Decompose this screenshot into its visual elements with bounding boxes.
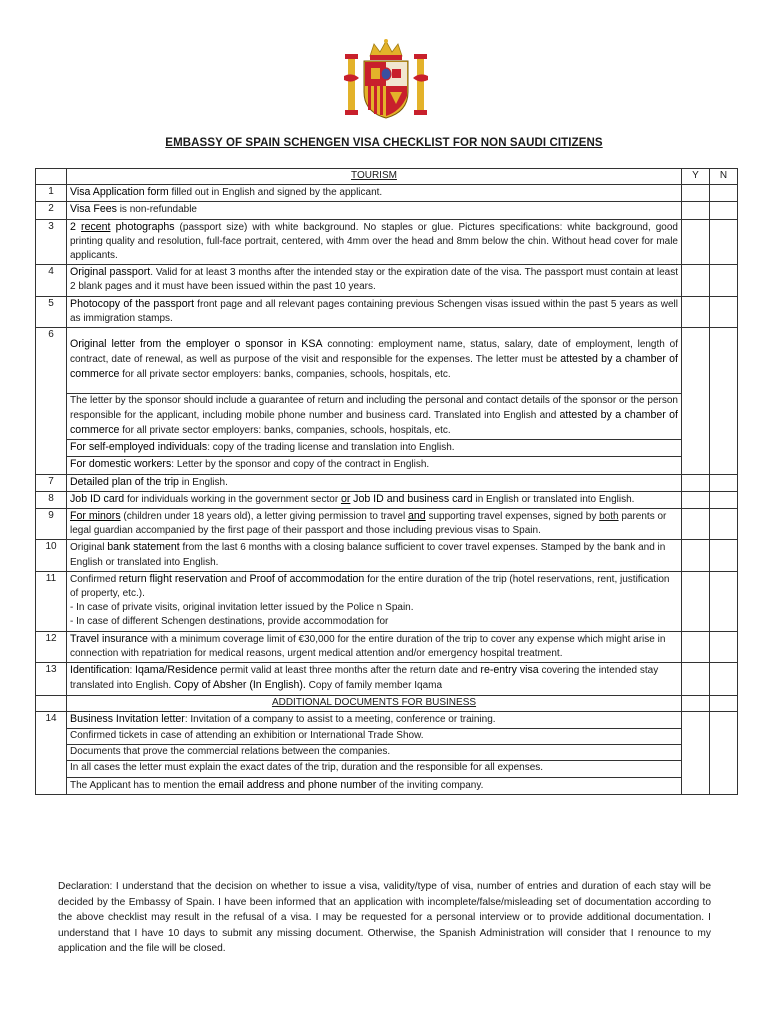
table-row <box>36 631 738 662</box>
row-number: 12 <box>36 631 67 662</box>
row-number: 3 <box>36 219 67 265</box>
row-number: 5 <box>36 296 67 327</box>
row-text: Visa Fees is non-refundable <box>67 202 682 219</box>
row-text: For self-employed individuals: copy of the trading license and translation into English. <box>67 440 682 457</box>
row-text: Original letter from the employer o sponsor in KSA connoting: employment name, status, salary, date of employment, length of contract, date of renewal, as well as purpose of the visit and responsible for the expenses. The letter must be attested by a chamber of commerce for all private sector employers: banks, companies, schools, hospitals, etc. <box>67 328 682 394</box>
row-text: Visa Application form filled out in English and signed by the applicant. <box>67 185 682 202</box>
row-number: 4 <box>36 265 67 296</box>
row-number: 14 <box>36 711 67 794</box>
table-row <box>36 745 738 761</box>
checkbox-no[interactable] <box>710 711 738 794</box>
row-text: The Applicant has to mention the email address and phone number of the inviting company. <box>67 777 682 794</box>
row-number: 1 <box>36 185 67 202</box>
row-text: For minors (children under 18 years old), a letter giving permission to travel and supporting travel expenses, signed by both parents or legal guardian accompanied by the first page of their passport and those including previous visas to Spain. <box>67 509 682 540</box>
table-row <box>36 663 738 695</box>
table-row <box>36 457 738 474</box>
checkbox-yes[interactable] <box>682 202 710 219</box>
checkbox-yes[interactable] <box>682 296 710 327</box>
checkbox-yes[interactable] <box>682 631 710 662</box>
column-yes-header: Y <box>682 169 710 185</box>
table-header-row <box>36 169 738 185</box>
row-text: Original passport. Valid for at least 3 months after the intended stay or the expiration date of the visa. The passport must contain at least 2 blank pages and it must have been issued within the past 10 years. <box>67 265 682 296</box>
checkbox-no[interactable] <box>710 491 738 508</box>
section-header-business: ADDITIONAL DOCUMENTS FOR BUSINESS <box>67 695 682 711</box>
checkbox-yes[interactable] <box>682 328 710 475</box>
table-row <box>36 440 738 457</box>
checkbox-yes[interactable] <box>682 491 710 508</box>
row-number: 6 <box>36 328 67 475</box>
table-row <box>36 474 738 491</box>
checkbox-yes[interactable] <box>682 571 710 631</box>
checkbox-no[interactable] <box>710 571 738 631</box>
row-text: In all cases the letter must explain the exact dates of the trip, duration and the responsible for all expenses. <box>67 761 682 777</box>
table-row <box>36 328 738 394</box>
checkbox-yes[interactable] <box>682 540 710 571</box>
checkbox-yes[interactable] <box>682 509 710 540</box>
row-text: 2 recent photographs (passport size) with white background. No staples or glue. Pictures specifications: white background, good printing quality and resolution, full-face portrait, centered, with 4mm over the head and 8mm below the chin. Without head cover for male applicants. <box>67 219 682 265</box>
table-row <box>36 777 738 794</box>
checkbox-no[interactable] <box>710 265 738 296</box>
checkbox-no[interactable] <box>710 509 738 540</box>
checkbox-yes[interactable] <box>682 474 710 491</box>
table-row <box>36 185 738 202</box>
column-no-header: N <box>710 169 738 185</box>
row-number: 13 <box>36 663 67 695</box>
table-row <box>36 509 738 540</box>
row-number: 11 <box>36 571 67 631</box>
row-text: Photocopy of the passport front page and all relevant pages containing previous Schengen visas issued within the past 5 years as well as immigration stamps. <box>67 296 682 327</box>
table-row <box>36 393 738 440</box>
table-row <box>36 202 738 219</box>
document-title: EMBASSY OF SPAIN SCHENGEN VISA CHECKLIST FOR NON SAUDI CITIZENS <box>165 137 603 149</box>
row-number: 8 <box>36 491 67 508</box>
checkbox-no[interactable] <box>710 631 738 662</box>
checkbox-yes[interactable] <box>682 711 710 794</box>
row-text: Confirmed return flight reservation and Proof of accommodation for the entire duration of the trip (hotel reservations, rent, justification of property, etc.). - In case of private visits, original invitation letter issued by the Police n Spain. - In case of different Schengen destinations, provide accommodation for <box>67 571 682 631</box>
row-number: 9 <box>36 509 67 540</box>
row-text: Documents that prove the commercial relations between the companies. <box>67 745 682 761</box>
table-row <box>36 761 738 777</box>
checkbox-no[interactable] <box>710 540 738 571</box>
checkbox-no[interactable] <box>710 663 738 695</box>
row-text: Identification: Iqama/Residence permit valid at least three months after the return date and re-entry visa covering the intended stay translated into English. Copy of Absher (In English). Copy of family member Iqama <box>67 663 682 695</box>
business-header-row <box>36 695 738 711</box>
table-row <box>36 540 738 571</box>
checklist-table <box>35 168 738 795</box>
row-text: The letter by the sponsor should include a guarantee of return and including the personal and contact details of the sponsor or the person responsible for the applicant, including mobile phone number and business card. Translated into English and attested by a chamber of commerce for all private sector employers: banks, companies, schools, hospitals, etc. <box>67 393 682 440</box>
declaration-paragraph: Declaration: I understand that the decision on whether to issue a visa, validity/type of visa, number of entries and duration of each stay will be decided by the Embassy of Spain. I have been informed that an application with incomplete/false/misleading set of documentation according to the above checklist may result in the refusal of a visa. I may be requested for a personal interview or to provide additional documentation. I understand that I have 10 days to submit any missing document. Otherwise, the Spanish Administration will consider that I renounce to my application and the file will be closed. <box>58 881 711 955</box>
table-row <box>36 491 738 508</box>
row-text: Original bank statement from the last 6 months with a closing balance sufficient to cover travel expenses. Stamped by the bank and in English or translated into English. <box>67 540 682 571</box>
checkbox-no[interactable] <box>710 296 738 327</box>
section-header-tourism: TOURISM <box>67 169 682 185</box>
checkbox-no[interactable] <box>710 202 738 219</box>
table-row <box>36 265 738 296</box>
table-row <box>36 571 738 631</box>
table-row <box>36 296 738 327</box>
row-text: Business Invitation letter: Invitation of a company to assist to a meeting, conference or training. <box>67 711 682 728</box>
checkbox-yes[interactable] <box>682 663 710 695</box>
row-text: Confirmed tickets in case of attending an exhibition or International Trade Show. <box>67 728 682 744</box>
checkbox-no[interactable] <box>710 219 738 265</box>
checkbox-yes[interactable] <box>682 185 710 202</box>
checkbox-yes[interactable] <box>682 219 710 265</box>
checkbox-no[interactable] <box>710 474 738 491</box>
row-number: 7 <box>36 474 67 491</box>
row-text: Detailed plan of the trip in English. <box>67 474 682 491</box>
table-row <box>36 219 738 265</box>
row-number: 10 <box>36 540 67 571</box>
table-row <box>36 728 738 744</box>
table-row <box>36 711 738 728</box>
row-text: Travel insurance with a minimum coverage limit of €30,000 for the entire duration of the trip to cover any expense which might arise in connection with repatriation for medical reasons, urgent medical attention and/or emergency hospital treatment. <box>67 631 682 662</box>
row-text: For domestic workers: Letter by the sponsor and copy of the contract in English. <box>67 457 682 474</box>
row-text: Job ID card for individuals working in the government sector or Job ID and business card in English or translated into English. <box>67 491 682 508</box>
checkbox-no[interactable] <box>710 185 738 202</box>
checkbox-no[interactable] <box>710 328 738 475</box>
checkbox-yes[interactable] <box>682 265 710 296</box>
coat-of-arms-icon <box>344 38 428 122</box>
row-number: 2 <box>36 202 67 219</box>
